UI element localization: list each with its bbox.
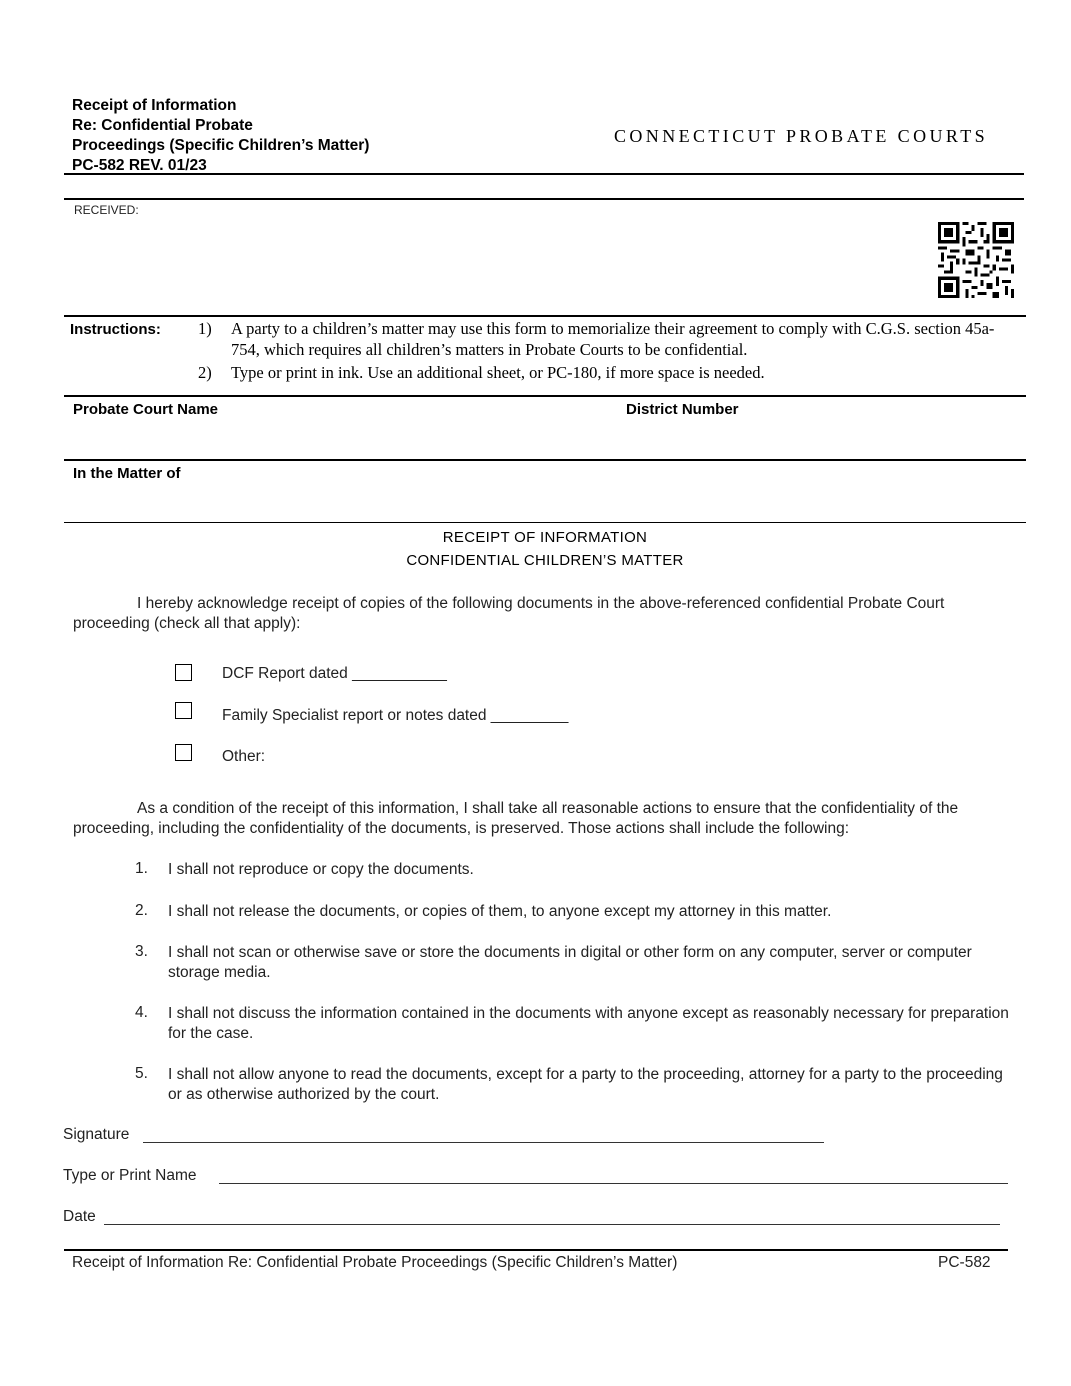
list-item-1-number: 1. [135, 860, 148, 877]
form-number: PC-582 REV. 01/23 [72, 157, 207, 174]
matter-top-rule [64, 459, 1026, 461]
form-title-line-1: Receipt of Information [72, 97, 237, 114]
section-subtitle: CONFIDENTIAL CHILDREN’S MATTER [406, 552, 684, 569]
family-specialist-checkbox[interactable] [175, 702, 192, 719]
condition-text: As a condition of the receipt of this information, I shall take all reasonable actions to ensure that the confidentiality of the proceeding, including the confidentiality of the documents, is preserved. Those actions shall include the following: [73, 800, 959, 837]
qr-code [938, 222, 1014, 298]
instructions-top-rule [64, 315, 1026, 317]
date-field[interactable] [104, 1224, 1000, 1225]
other-checkbox[interactable] [175, 744, 192, 761]
instruction-1-text: A party to a children’s matter may use this form to memorialize their agreement to comply with C.G.S. section 45a-754, which requires all children’s matters in Probate Courts to be confidential. [231, 319, 995, 359]
section-title: RECEIPT OF INFORMATION [442, 529, 648, 546]
received-top-rule [64, 198, 1024, 200]
date-label: Date [63, 1208, 96, 1225]
probate-court-name-label: Probate Court Name [73, 401, 219, 418]
instruction-1-number: 1) [198, 319, 212, 338]
list-item-5-text: I shall not allow anyone to read the documents, except for a party to the proceeding, attorney for a party to the proceeding or as otherwise authorized by the court. [168, 1066, 1003, 1103]
form-title-line-2: Re: Confidential Probate [72, 117, 253, 134]
footer-form-title: Receipt of Information Re: Confidential Probate Proceedings (Specific Children’s Matter) [72, 1254, 678, 1271]
received-label: RECEIVED: [74, 203, 139, 217]
list-item-5-number: 5. [135, 1065, 148, 1082]
form-title [72, 96, 432, 176]
instruction-2-number: 2) [198, 363, 212, 382]
print-name-label: Type or Print Name [63, 1167, 197, 1184]
list-item-2-text: I shall not release the documents, or copies of them, to anyone except my attorney in this matter. [168, 903, 832, 920]
matter-bottom-rule [64, 522, 1026, 523]
condition-paragraph [73, 799, 1013, 839]
district-number-label: District Number [626, 401, 739, 418]
signature-field[interactable] [143, 1142, 824, 1143]
in-the-matter-of-label: In the Matter of [73, 465, 181, 482]
intro-text: I hereby acknowledge receipt of copies of the following documents in the above-referenced confidential Probate Court proceeding (check all that apply): [73, 595, 945, 632]
footer-form-number: PC-582 [938, 1254, 991, 1271]
list-item-3-number: 3. [135, 943, 148, 960]
dcf-report-checkbox[interactable] [175, 664, 192, 681]
footer-rule [64, 1249, 1008, 1251]
signature-label: Signature [63, 1126, 130, 1143]
dcf-report-label: DCF Report dated ___________ [222, 665, 447, 682]
family-specialist-label: Family Specialist report or notes dated _________ [222, 707, 569, 724]
court-name-heading: CONNECTICUT PROBATE COURTS [614, 126, 989, 146]
list-item-3-text: I shall not scan or otherwise save or store the documents in digital or other form on any computer, server or computer storage media. [168, 944, 972, 981]
list-item-4-number: 4. [135, 1004, 148, 1021]
intro-paragraph [73, 594, 1013, 634]
header-rule [64, 173, 1024, 175]
other-label: Other: [222, 748, 266, 765]
court-fields-top-rule [64, 395, 1026, 397]
form-title-line-3: Proceedings (Specific Children’s Matter) [72, 137, 370, 154]
list-item-4-text: I shall not discuss the information contained in the documents with anyone except as reasonably necessary for preparation for the case. [168, 1005, 1009, 1042]
list-item-2-number: 2. [135, 902, 148, 919]
instruction-2-text: Type or print in ink. Use an additional sheet, or PC-180, if more space is needed. [231, 363, 765, 382]
instructions-label: Instructions: [70, 321, 161, 338]
print-name-field[interactable] [219, 1183, 1008, 1184]
list-item-1-text: I shall not reproduce or copy the documents. [168, 861, 474, 878]
